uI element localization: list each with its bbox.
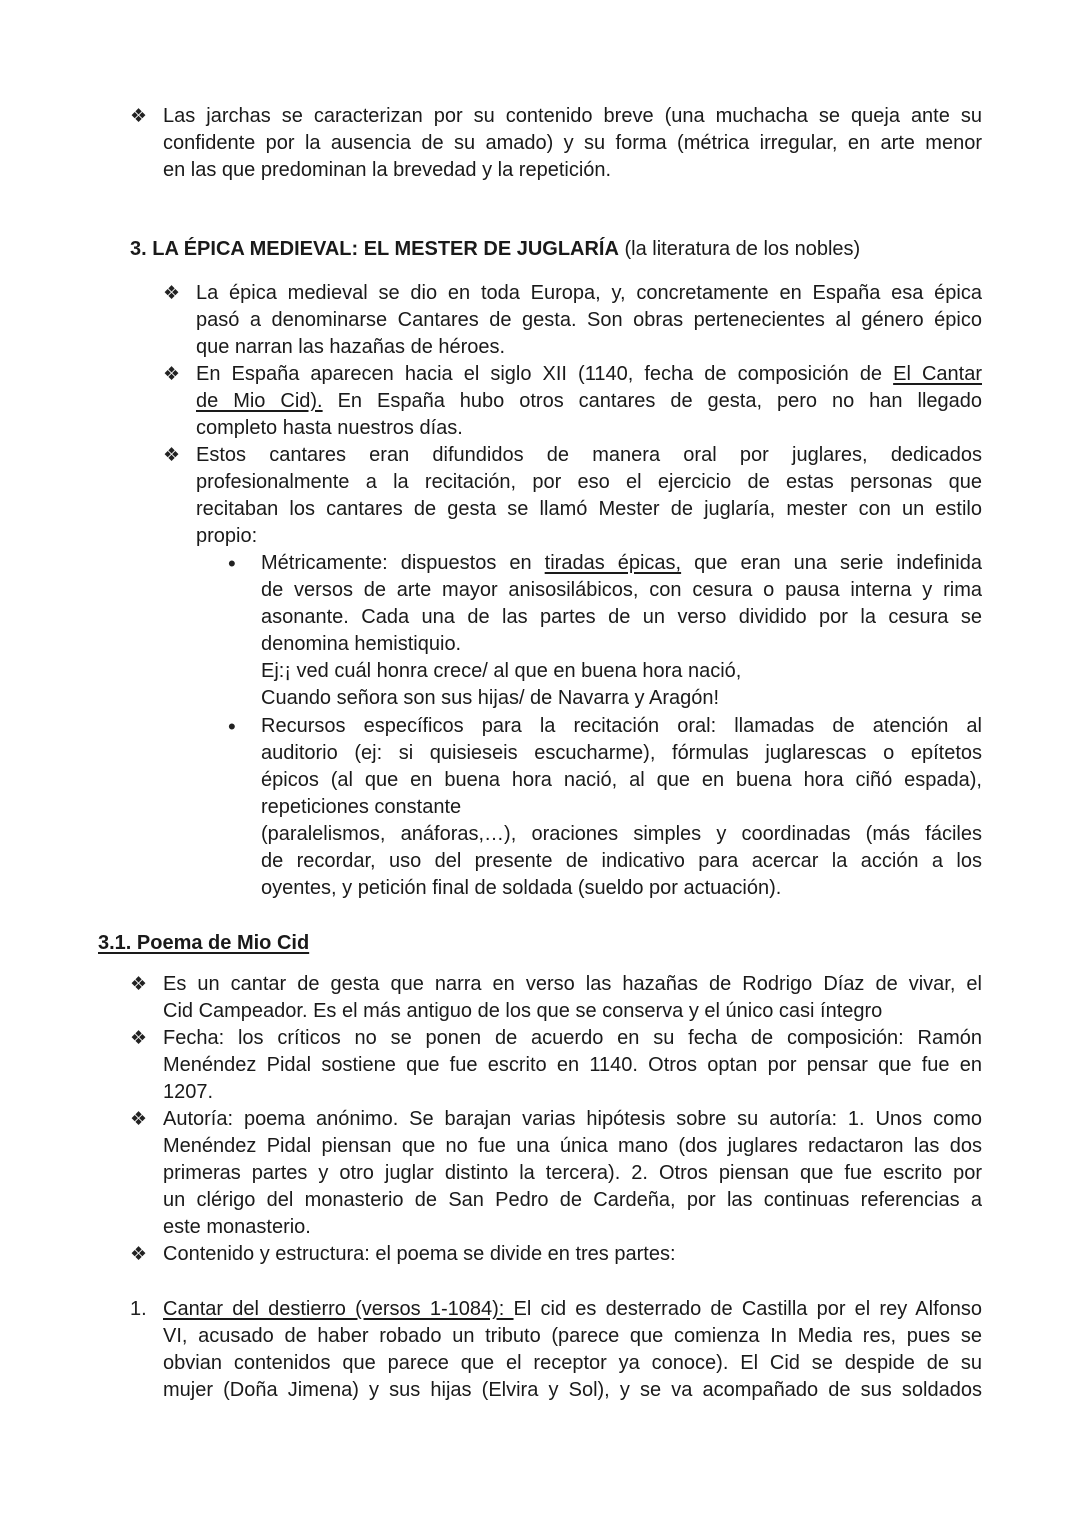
text-line: (paralelismos, anáforas,…), oraciones simples y coordinadas (más fáciles (261, 823, 982, 845)
list-number: 1. (130, 1298, 147, 1320)
text-line (196, 388, 982, 415)
dot-bullet-icon: • (228, 551, 236, 576)
text-line (261, 550, 982, 577)
diamond-bullet-icon: ❖ (163, 445, 181, 466)
diamond-bullet-icon: ❖ (130, 1109, 148, 1130)
text-line: Menéndez Pidal piensan que no fue una única mano (dos juglares redactaron las dos (163, 1135, 982, 1157)
diamond-bullet-icon: ❖ (130, 974, 148, 995)
cantar-destierro-title: Cantar del destierro (versos 1-1084): (163, 1298, 514, 1320)
text-line: obvian contenidos que parece que el receptor ya conoce). El Cid se despide de su (163, 1352, 982, 1374)
text-line: repeticiones constante (261, 796, 462, 818)
text-line: La épica medieval se dio en toda Europa, y, concretamente en España esa épica (196, 282, 982, 304)
text-line: épicos (al que en buena hora nació, al que en buena hora ciñó espada), (261, 769, 982, 791)
diamond-bullet-icon: ❖ (163, 364, 181, 385)
text-line: este monasterio. (163, 1216, 311, 1238)
text-line: Recursos específicos para la recitación oral: llamadas de atención al (261, 715, 982, 737)
text-span: Métricamente: dispuestos en (261, 552, 545, 574)
section-3-heading (130, 236, 860, 263)
text-line: de versos de arte mayor anisosilábicos, con cesura o pausa interna y rima (261, 579, 982, 601)
text-span: En España aparecen hacia el siglo XII (1140, fecha de composición de (196, 363, 894, 385)
diamond-bullet-icon: ❖ (130, 1244, 148, 1265)
text-line: Fecha: los críticos no se ponen de acuerdo en su fecha de composición: Ramón (163, 1027, 982, 1049)
text-span: En España hubo otros cantares de gesta, pero no han llegado (322, 390, 982, 412)
example-line: Cuando señora son sus hijas/ de Navarra y Aragón! (261, 687, 720, 709)
text-line: asonante. Cada una de las partes de un verso dividido por la cesura se (261, 606, 982, 628)
text-line: profesionalmente a la recitación, por eso el ejercicio de estas personas que (196, 471, 982, 493)
tiradas-epicas-term: tiradas épicas, (544, 552, 682, 574)
text-line: primeras partes y otro juglar distinto la tercera). 2. Otros piensan que fue escrito por (163, 1162, 982, 1184)
text-line: en las que predominan la brevedad y la repetición. (163, 159, 612, 181)
text-line: Las jarchas se caracterizan por su contenido breve (una muchacha se queja ante su (163, 105, 982, 127)
text-line: 1207. (163, 1081, 214, 1103)
text-line: que narran las hazañas de héroes. (196, 336, 506, 358)
text-line: Menéndez Pidal sostiene que fue escrito en 1140. Otros optan por pensar que fue en (163, 1054, 982, 1076)
text-span: que eran una serie indefinida (681, 552, 982, 574)
text-line: Cid Campeador. Es el más antiguo de los que se conserva y el único casi íntegro (163, 1000, 883, 1022)
diamond-bullet-icon: ❖ (163, 283, 181, 304)
text-line: confidente por la ausencia de su amado) y su forma (métrica irregular, en arte menor (163, 132, 982, 154)
text-span: El cid es desterrado de Castilla por el rey Alfonso (513, 1298, 983, 1320)
text-line: Es un cantar de gesta que narra en verso las hazañas de Rodrigo Díaz de vivar, el (163, 973, 982, 995)
section-3-subtitle: (la literatura de los nobles) (618, 238, 861, 260)
text-line: de recordar, uso del presente de indicativo para acercar la acción a los (261, 850, 982, 872)
cantar-mio-cid-link: El Cantar (893, 363, 982, 385)
text-line: propio: (196, 525, 258, 547)
text-line: auditorio (ej: si quisieseis escucharme), fórmulas juglarescas o epítetos (261, 742, 982, 764)
diamond-bullet-icon: ❖ (130, 1028, 148, 1049)
text-line: recitaban los cantares de gesta se llamó Mester de juglaría, mester con un estilo (196, 498, 982, 520)
section-3-title: 3. LA ÉPICA MEDIEVAL: EL MESTER DE JUGLARÍA (130, 238, 619, 260)
cantar-mio-cid-link: de Mio Cid). (196, 390, 323, 412)
text-line: pasó a denominarse Cantares de gesta. Son obras pertenecientes al género épico (196, 309, 982, 331)
text-line: denomina hemistiquio. (261, 633, 462, 655)
text-line: completo hasta nuestros días. (196, 417, 463, 439)
section-3-1-heading: 3.1. Poema de Mio Cid (98, 932, 310, 954)
text-line: VI, acusado de haber robado un tributo (parece que comienza In Media res, pues se (163, 1325, 982, 1347)
text-line: Estos cantares eran difundidos de manera oral por juglares, dedicados (196, 444, 982, 466)
text-line: oyentes, y petición final de soldada (sueldo por actuación). (261, 877, 782, 899)
text-line: Autoría: poema anónimo. Se barajan varias hipótesis sobre su autoría: 1. Unos como (163, 1108, 982, 1130)
text-line: un clérigo del monasterio de San Pedro de Cardeña, por las continuas referencias a (163, 1189, 982, 1211)
text-line (196, 361, 982, 388)
example-line: Ej:¡ ved cuál honra crece/ al que en buena hora nació, (261, 660, 742, 682)
text-line: Contenido y estructura: el poema se divide en tres partes: (163, 1243, 676, 1265)
text-line: mujer (Doña Jimena) y sus hijas (Elvira y Sol), y se va acompañado de sus soldados (163, 1379, 982, 1401)
dot-bullet-icon: • (228, 714, 236, 739)
diamond-bullet-icon: ❖ (130, 106, 148, 127)
text-line (163, 1296, 982, 1323)
